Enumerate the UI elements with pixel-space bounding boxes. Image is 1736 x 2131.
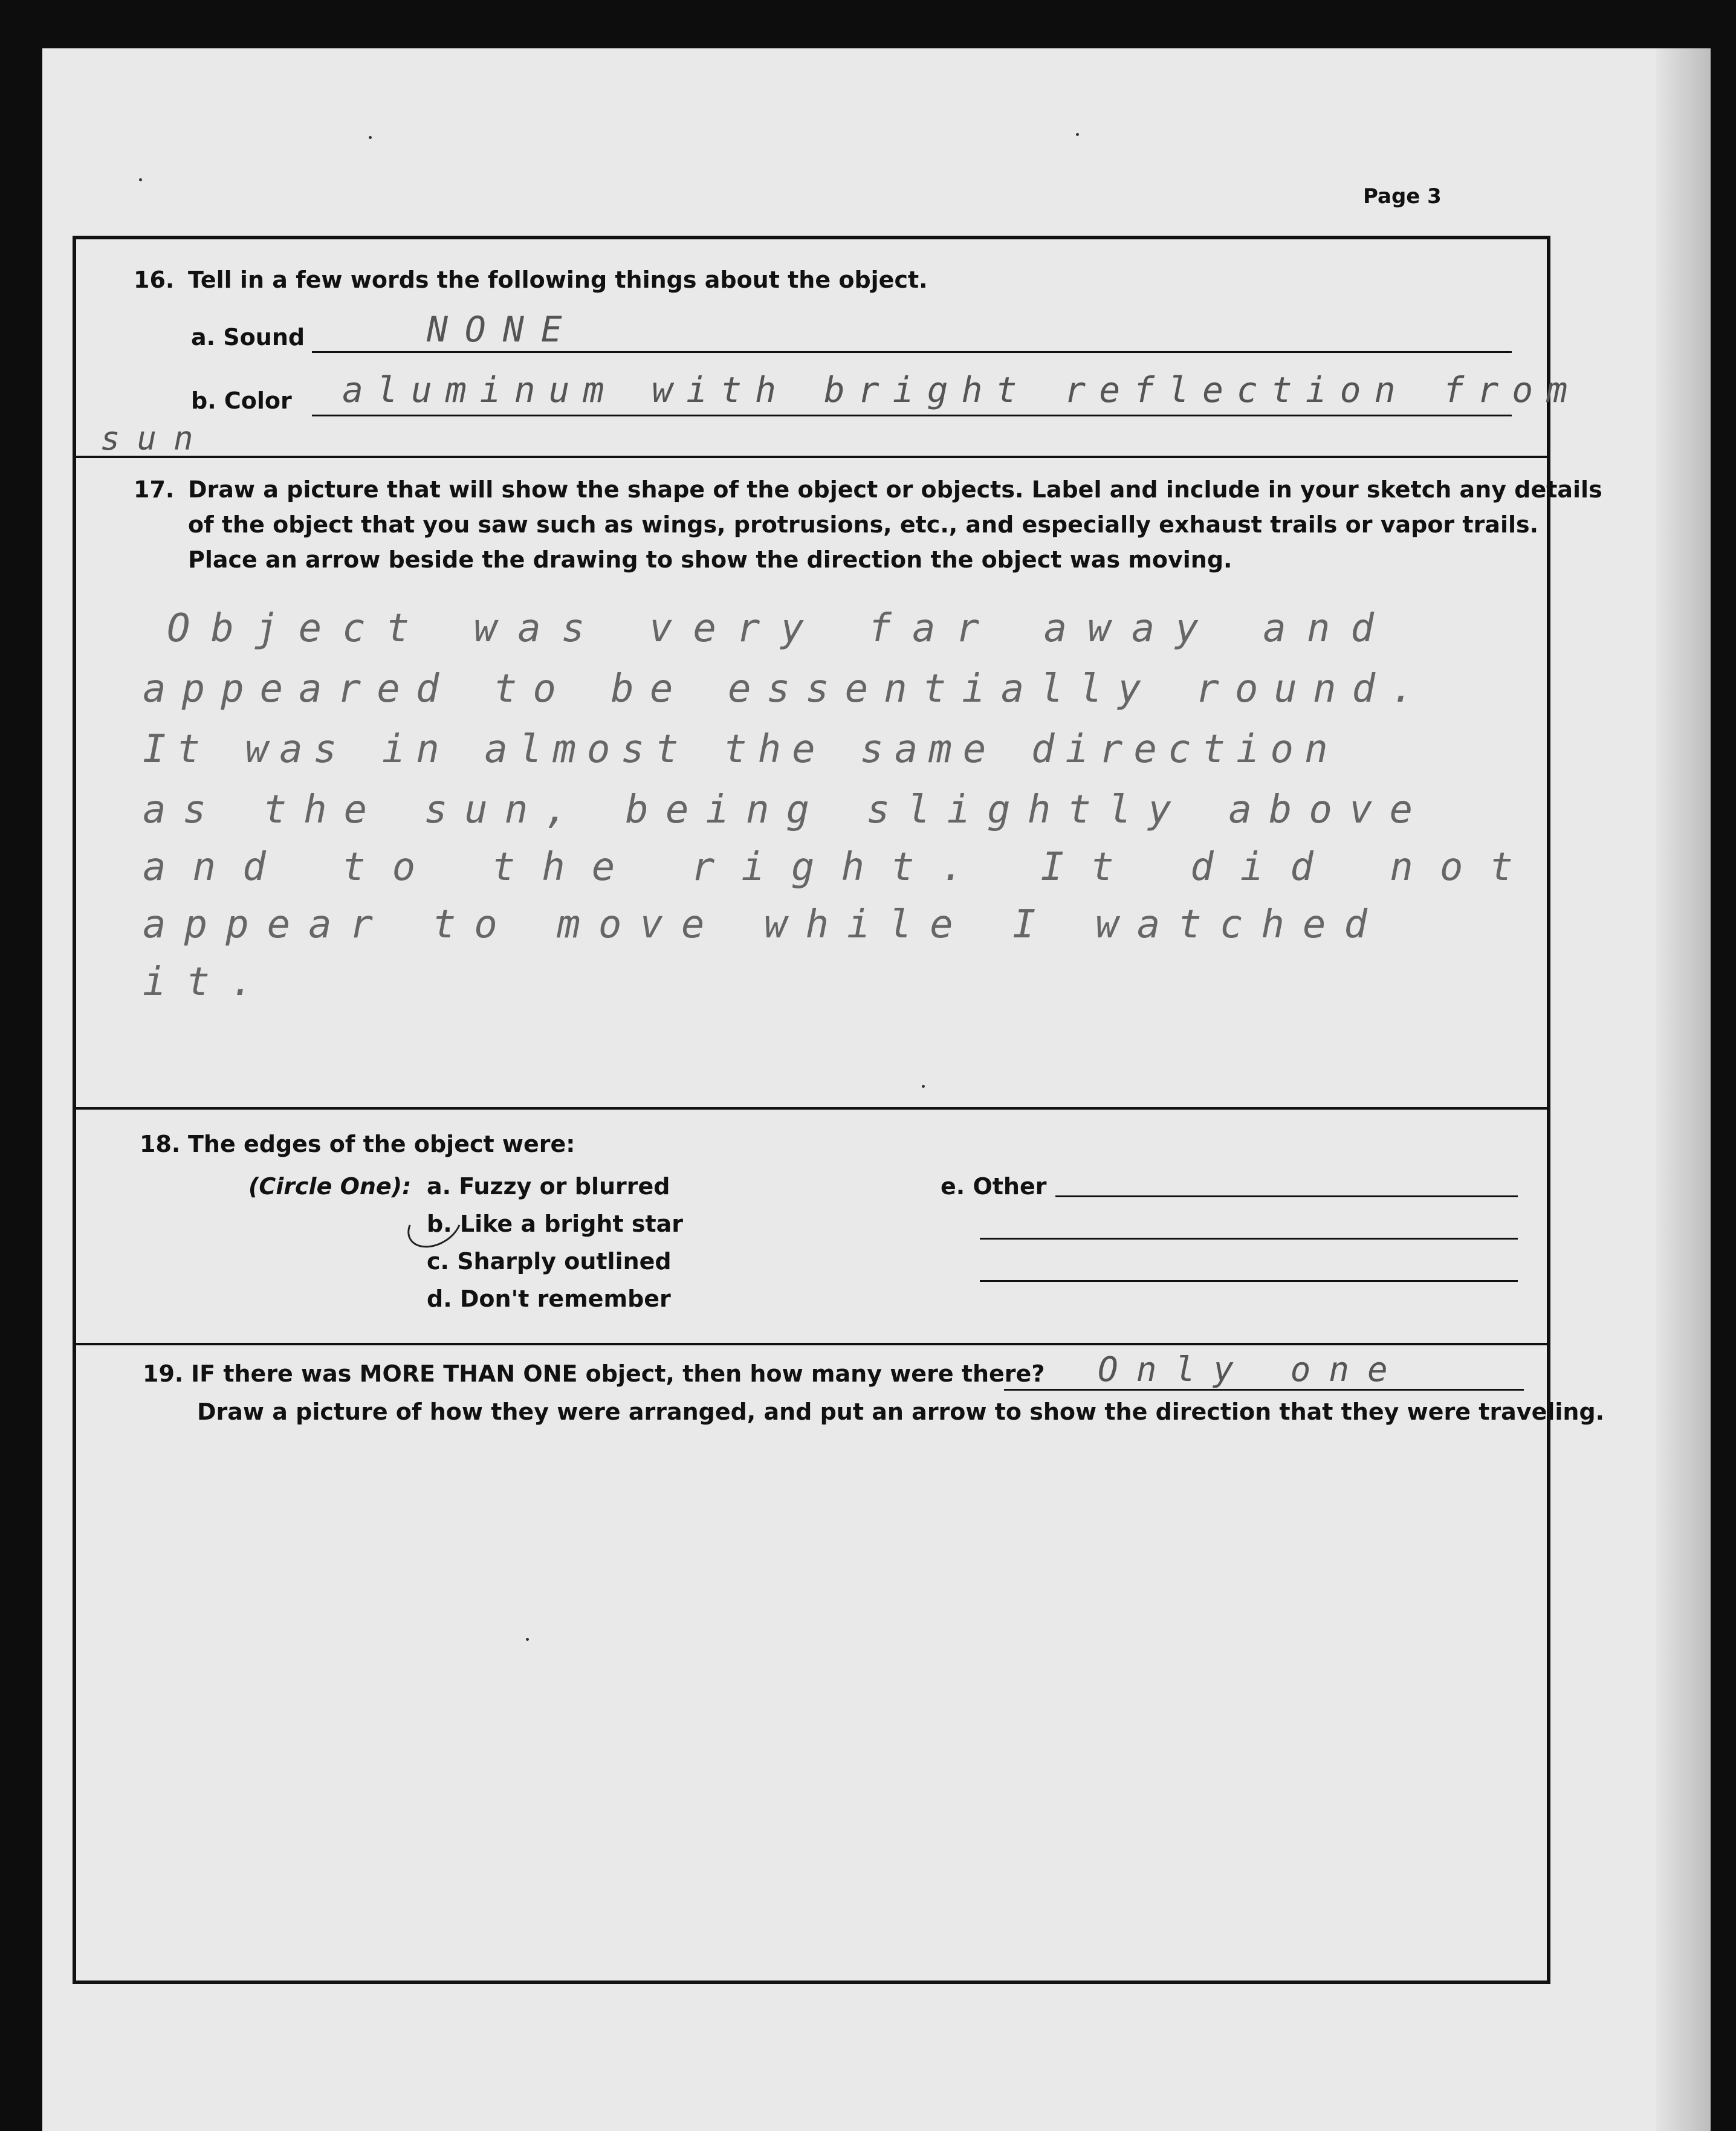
q16-number: 16. bbox=[134, 267, 175, 293]
color-answer[interactable]: aluminum with bright reflection from bbox=[342, 369, 1581, 410]
scan-speck bbox=[139, 178, 142, 181]
q17-prompt-line-3: Place an arrow beside the drawing to show the direction the object was moving. bbox=[188, 546, 1232, 573]
color-answer-continued: sun bbox=[100, 419, 210, 458]
q18-prompt bbox=[140, 1131, 575, 1157]
option-d[interactable]: d. Don't remember bbox=[427, 1285, 671, 1312]
selection-circle bbox=[400, 1193, 470, 1256]
circle-one-instruction: (Circle One): bbox=[248, 1173, 412, 1200]
q17-prompt-text: Draw a picture that will show the shape of the object or objects. Label and include in your sketch any details bbox=[188, 476, 1602, 503]
color-answer-line bbox=[312, 415, 1512, 416]
drawing-text-line: and to the right. It did not bbox=[143, 845, 1540, 890]
question-19 bbox=[76, 1345, 1605, 1980]
other-answer-line[interactable] bbox=[1055, 1195, 1518, 1197]
q18-number: 18. bbox=[140, 1131, 181, 1157]
q16-prompt-text: Tell in a few words the following things about the object. bbox=[188, 267, 928, 293]
drawing-text-line: as the sun, being slightly above bbox=[143, 787, 1430, 832]
other-answer-line[interactable] bbox=[980, 1238, 1518, 1240]
other-answer-line[interactable] bbox=[980, 1280, 1518, 1282]
questions-box bbox=[73, 236, 1605, 1984]
q19-prompt-2: Draw a picture of how they were arranged, and put an arrow to show the direction that they were traveling. bbox=[197, 1399, 1605, 1425]
option-a[interactable]: a. Fuzzy or blurred bbox=[427, 1173, 670, 1200]
drawing-text-line: it. bbox=[143, 960, 274, 1004]
question-16 bbox=[76, 239, 1581, 458]
question-17 bbox=[76, 458, 1602, 1110]
question-18 bbox=[76, 1110, 1547, 1345]
q17-prompt-line-1 bbox=[134, 476, 1602, 503]
drawing-text-line: Object was very far away and bbox=[167, 606, 1394, 651]
page-number: Page 3 bbox=[1363, 184, 1442, 209]
form-page bbox=[42, 48, 1711, 2131]
q17-prompt-line-2: of the object that you saw such as wings, protrusions, etc., and especially exhaust trails or vapor trails. bbox=[188, 511, 1539, 538]
q18-prompt-text: The edges of the object were: bbox=[188, 1131, 575, 1157]
sound-answer[interactable]: NONE bbox=[427, 309, 579, 350]
drawing-text-line: It was in almost the same direction bbox=[143, 727, 1339, 772]
option-b[interactable]: b. Like a bright star bbox=[427, 1211, 684, 1237]
q19-number: 19. bbox=[143, 1360, 184, 1387]
sound-answer-line bbox=[312, 351, 1512, 353]
drawing-text-line: appeared to be essentially round. bbox=[143, 667, 1430, 711]
q19-prompt bbox=[143, 1360, 1045, 1387]
page-edge-shadow bbox=[1656, 48, 1711, 2131]
q16-sound-label: a. Sound bbox=[191, 324, 305, 351]
q19-prompt-text: IF there was MORE THAN ONE object, then how many were there? bbox=[191, 1360, 1045, 1387]
option-e-other[interactable]: e. Other bbox=[941, 1173, 1047, 1200]
drawing-text-line: appear to move while I watched bbox=[143, 902, 1385, 947]
scan-speck bbox=[369, 136, 372, 139]
count-answer[interactable]: Only one bbox=[1098, 1350, 1406, 1389]
scan-speck bbox=[1076, 133, 1079, 136]
q17-number: 17. bbox=[134, 476, 175, 503]
q16-color-label: b. Color bbox=[191, 387, 292, 414]
option-c[interactable]: c. Sharply outlined bbox=[427, 1248, 672, 1275]
q16-prompt bbox=[134, 267, 928, 293]
